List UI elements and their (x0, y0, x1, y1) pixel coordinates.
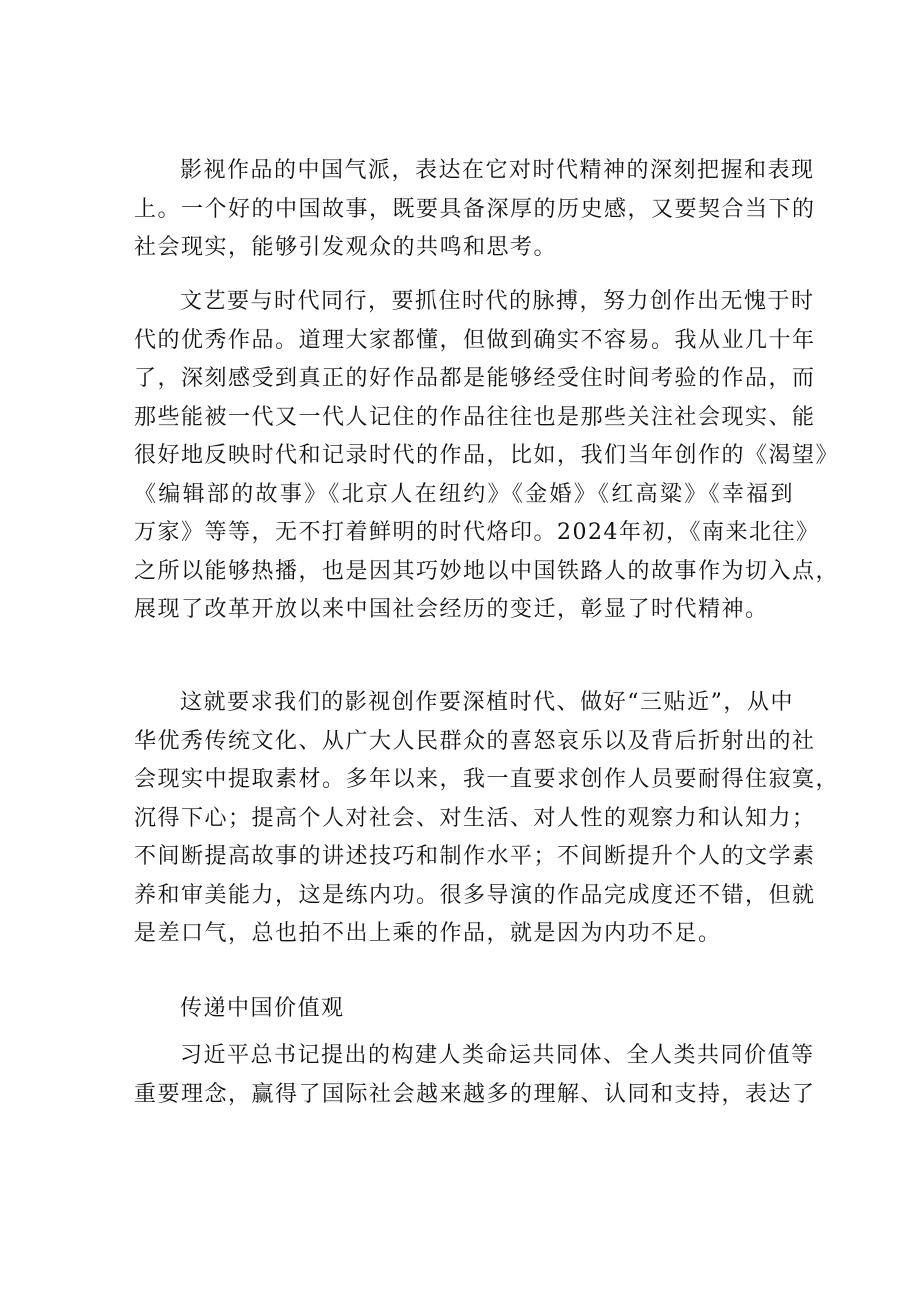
paragraph-line: 是差口气，总也拍不出上乘的作品，就是因为内功不足。 (134, 921, 722, 946)
paragraph-line: 上。一个好的中国故事，既要具备深厚的历史感，又要契合当下的 (134, 196, 816, 222)
paragraph-2 (134, 283, 840, 630)
paragraph-line: 社会现实，能够引发观众的共鸣和思考。 (134, 235, 558, 260)
paragraph-line: 代的优秀作品。道理大家都懂，但做到确实不容易。我从业几十年 (134, 327, 816, 353)
paragraph-line: 不间断提高故事的讲述技巧和制作水平；不间断提升个人的文学素 (134, 844, 816, 869)
paragraph-line: 万家》等等，无不打着鲜明的时代烙印。2024年初，《南来北往》 (134, 520, 820, 545)
paragraph-line: 会现实中提取素材。多年以来，我一直要求创作人员要耐得住寂寞， (134, 767, 840, 792)
paragraph-line: 很好地反映时代和记录时代的作品，比如，我们当年创作的《渴望》 (134, 443, 840, 468)
paragraph-line: 重要理念，赢得了国际社会越来越多的理解、认同和支持，表达了 (134, 1081, 816, 1107)
paragraph-4 (134, 1037, 816, 1114)
section-heading: 传递中国价值观 (180, 996, 345, 1021)
paragraph-line: 这就要求我们的影视创作要深植时代、做好“三贴近”，从中 (180, 690, 794, 715)
paragraph-line: 影视作品的中国气派，表达在它对时代精神的深刻把握和表现 (180, 158, 815, 183)
paragraph-3 (134, 684, 840, 954)
paragraph-line: 文艺要与时代同行，要抓住时代的脉搏，努力创作出无愧于时 (180, 289, 815, 314)
paragraph-line: 习近平总书记提出的构建人类命运共同体、全人类共同价值等 (180, 1043, 815, 1068)
paragraph-line: 《编辑部的故事》《北京人在纽约》《金婚》《红高粱》《幸福到 (134, 481, 794, 507)
paragraph-1 (134, 152, 816, 268)
paragraph-line: 养和审美能力，这是练内功。很多导演的作品完成度还不错，但就 (134, 882, 816, 908)
paragraph-line: 那些能被一代又一代人记住的作品往往也是那些关注社会现实、能 (134, 404, 816, 430)
paragraph-line: 了，深刻感受到真正的好作品都是能够经受住时间考验的作品，而 (134, 366, 816, 391)
paragraph-line: 沉得下心；提高个人对社会、对生活、对人性的观察力和认知力； (134, 805, 816, 831)
paragraph-line: 华优秀传统文化、从广大人民群众的喜怒哀乐以及背后折射出的社 (134, 728, 816, 754)
paragraph-line: 之所以能够热播，也是因其巧妙地以中国铁路人的故事作为切入点， (134, 558, 840, 584)
paragraph-line: 展现了改革开放以来中国社会经历的变迁，彰显了时代精神。 (134, 597, 769, 622)
